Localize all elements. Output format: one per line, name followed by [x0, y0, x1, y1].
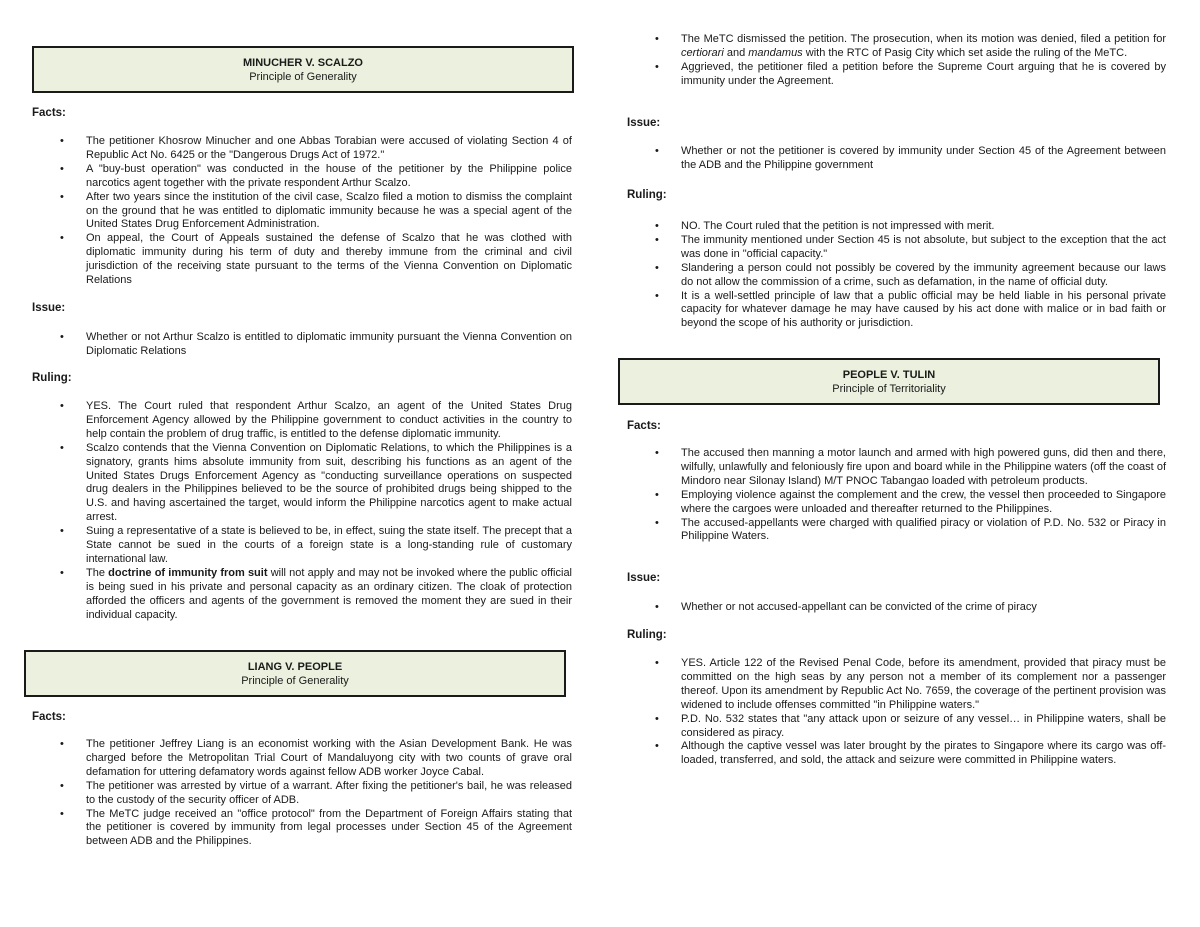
list-item: • Whether or not Arthur Scalzo is entitled to diplomatic immunity pursuant the Vienna Convention on Diplomatic Relations	[86, 331, 572, 359]
list-item: • The petitioner Khosrow Minucher and one Abbas Torabian were accused of violating Section 4 of Republic Act No. 6425 or the "Dangerous Drugs Act of 1972."	[86, 135, 572, 163]
list-item: • The petitioner was arrested by virtue of a warrant. After fixing the petitioner's bail, he was released to the custody of the security officer of ADB.	[86, 780, 572, 808]
list-item: • The immunity mentioned under Section 45 is not absolute, but subject to the exception that the act was done in "official capacity."	[681, 234, 1166, 262]
facts-list	[86, 738, 572, 849]
list-item: • Scalzo contends that the Vienna Convention on Diplomatic Relations, to which the Philippines is a signatory, grants hims absolute immunity from suit, describing his functions as an agent of the United States Drugs Enforcement Agency as "conducting surveillance operations on suspected drug dealers in the Philippines believed to be the source of prohibited drugs being shipped to the U.S. and having ascertained the target, would inform the Philippine narcotics agent to make actual arrest.	[86, 442, 572, 525]
list-item: • Although the captive vessel was later brought by the pirates to Singapore where its cargo was off-loaded, transferred, and sold, the attack and seizure were committed in Philippine waters.	[681, 740, 1166, 768]
facts-list	[86, 135, 572, 288]
list-item: • Slandering a person could not possibly be covered by the immunity agreement because our laws do not allow the commission of a crime, such as defamation, in the name of official duty.	[681, 262, 1166, 290]
case-principle: Principle of Generality	[241, 675, 349, 687]
case-title: LIANG V. PEOPLE	[247, 661, 343, 673]
list-item: • The accused-appellants were charged with qualified piracy or violation of P.D. No. 532 or Piracy in Philippine Waters.	[681, 517, 1166, 545]
list-item: • Whether or not accused-appellant can be convicted of the crime of piracy	[681, 601, 1166, 615]
ruling-heading: Ruling:	[627, 629, 667, 641]
ruling-list	[681, 220, 1166, 331]
list-item: • Suing a representative of a state is believed to be, in effect, suing the state itself. The precept that a State cannot be sued in the courts of a foreign state is a long-standing rule of customary international law.	[86, 525, 572, 567]
list-item: • After two years since the institution of the civil case, Scalzo filed a motion to dismiss the complaint on the ground that he was entitled to diplomatic immunity because he was a special agent of the United States Drug Enforcement Administration.	[86, 191, 572, 233]
ruling-list	[86, 400, 572, 623]
facts-heading: Facts:	[32, 107, 66, 119]
case-header-tulin	[618, 358, 1160, 405]
list-item: • The MeTC judge received an "office protocol" from the Department of Foreign Affairs stating that the petitioner is covered by immunity from legal processes under Section 45 of the Agreement between ADB and the Philippines.	[86, 808, 572, 850]
case-header-minucher	[32, 46, 574, 93]
facts-list	[681, 447, 1166, 544]
list-item: • NO. The Court ruled that the petition is not impressed with merit.	[681, 220, 1166, 234]
case-title: PEOPLE V. TULIN	[842, 369, 936, 381]
issue-list	[86, 331, 572, 359]
list-item: • YES. The Court ruled that respondent Arthur Scalzo, an agent of the United States Drug Enforcement Agency allowed by the Philippine government to conduct activities in the country to help contain the problem of drug traffic, is entitled to the defense diplomatic immunity.	[86, 400, 572, 442]
list-item: • The MeTC dismissed the petition. The prosecution, when its motion was denied, filed a petition for certiorari and mandamus with the RTC of Pasig City which set aside the ruling of the MeTC.	[681, 33, 1166, 61]
issue-heading: Issue:	[627, 572, 661, 584]
facts-list-continued	[681, 33, 1166, 89]
case-principle: Principle of Territoriality	[832, 383, 946, 395]
ruling-heading: Ruling:	[627, 189, 667, 201]
case-principle: Principle of Generality	[249, 71, 357, 83]
ruling-heading: Ruling:	[32, 372, 72, 384]
list-item: • The doctrine of immunity from suit will not apply and may not be invoked where the public official is being sued in his private and personal capacity as an ordinary citizen. The cloak of protection afforded the officers and agents of the government is removed the moment they are sued in their individual capacity.	[86, 567, 572, 623]
list-item: • On appeal, the Court of Appeals sustained the defense of Scalzo that he was clothed with diplomatic immunity during his term of duty and thereby immune from the criminal and civil jurisdiction of the receiving state pursuant to the terms of the Vienna Convention on Diplomatic Relations	[86, 232, 572, 288]
issue-list	[681, 601, 1166, 615]
facts-heading: Facts:	[627, 420, 661, 432]
facts-heading: Facts:	[32, 711, 66, 723]
case-title: MINUCHER V. SCALZO	[243, 57, 363, 69]
list-item: • It is a well-settled principle of law that a public official may be held liable in his personal private capacity for whatever damage he may have caused by his act done with malice or in bad faith or beyond the scope of his authority or jurisdiction.	[681, 290, 1166, 332]
list-item: • The petitioner Jeffrey Liang is an economist working with the Asian Development Bank. He was charged before the Metropolitan Trial Court of Mandaluyong city with two counts of grave oral defamation for uttering defamatory words against fellow ADB worker Joyce Cabal.	[86, 738, 572, 780]
list-item: • Aggrieved, the petitioner filed a petition before the Supreme Court arguing that he is covered by immunity under the Agreement.	[681, 61, 1166, 89]
list-item: • P.D. No. 532 states that "any attack upon or seizure of any vessel… in Philippine waters, shall be considered as piracy.	[681, 713, 1166, 741]
issue-heading: Issue:	[32, 302, 66, 314]
issue-list	[681, 145, 1166, 173]
bold-term: doctrine of immunity from suit	[108, 566, 268, 579]
list-item: • Whether or not the petitioner is covered by immunity under Section 45 of the Agreement between the ADB and the Philippine government	[681, 145, 1166, 173]
case-header-liang	[24, 650, 566, 697]
ruling-list	[681, 657, 1166, 768]
list-item: • YES. Article 122 of the Revised Penal Code, before its amendment, provided that piracy must be committed on the high seas by any person not a member of its complement nor a passenger thereof. Upon its amendment by Republic Act No. 7659, the coverage of the pertinent provision was widened to include offenses committed "in Philippine waters."	[681, 657, 1166, 713]
issue-heading: Issue:	[627, 117, 661, 129]
list-item: • A "buy-bust operation" was conducted in the house of the petitioner by the Philippine police narcotics agent together with the private respondent Arthur Scalzo.	[86, 163, 572, 191]
list-item: • The accused then manning a motor launch and armed with high powered guns, did then and there, wilfully, unlawfully and feloniously fire upon and board while in the Philippine waters (off the coast of Mindoro near Silonay Island) M/T PNOC Tabangao loaded with petroleum products.	[681, 447, 1166, 489]
list-item: • Employing violence against the complement and the crew, the vessel then proceeded to Singapore where the cargoes were unloaded and thereafter returned to the Philippines.	[681, 489, 1166, 517]
